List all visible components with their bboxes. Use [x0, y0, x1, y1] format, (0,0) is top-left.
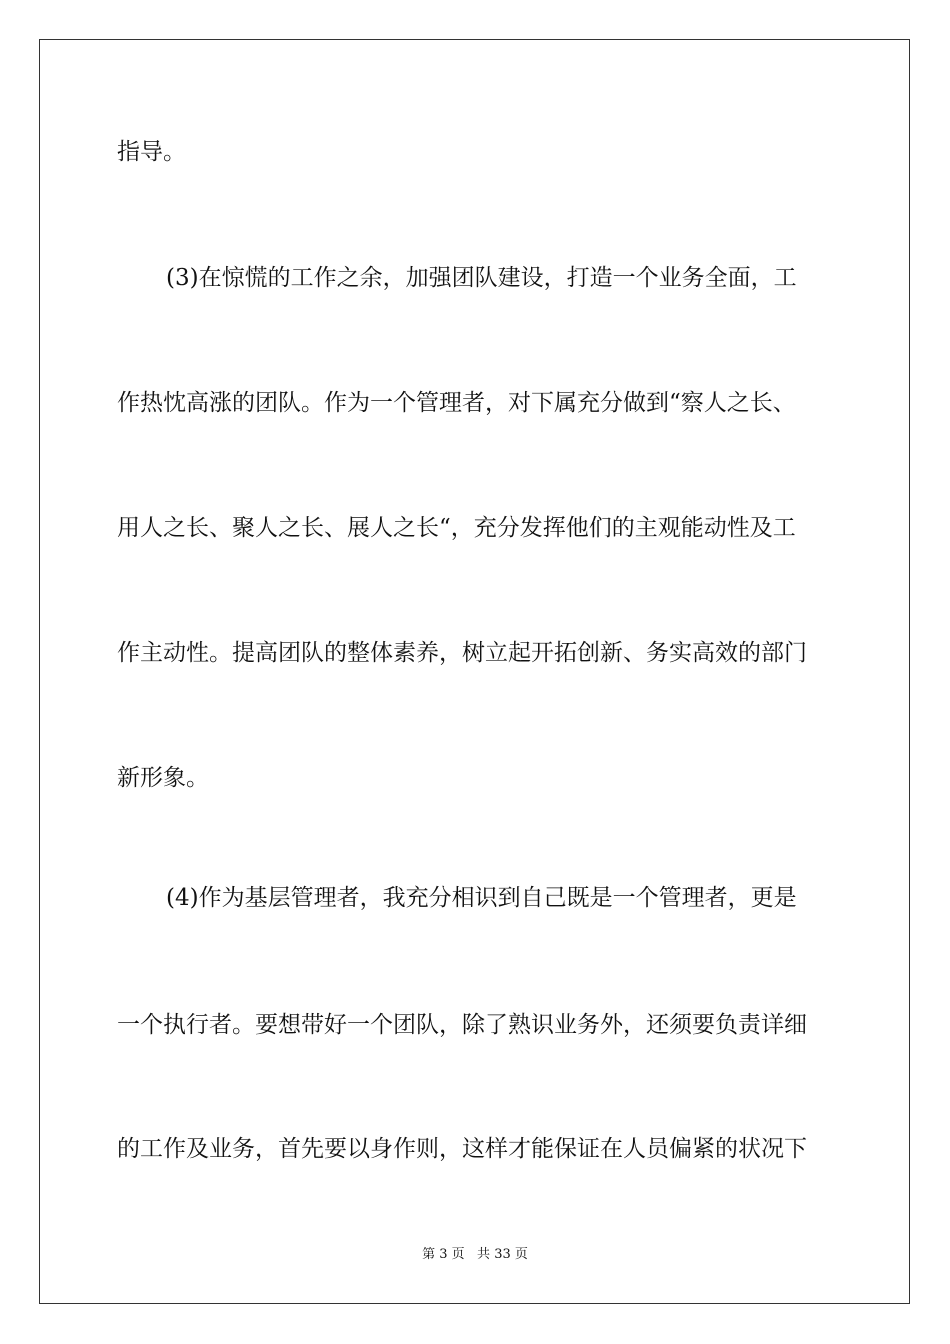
paragraph-4-line-1: (4)作为基层管理者，我充分相识到自己既是一个管理者，更是: [166, 885, 797, 911]
text-line: 作主动性。提高团队的整体素养，树立起开拓创新、务实高效的部门: [117, 640, 807, 666]
text-line: 的工作及业务，首先要以身作则，这样才能保证在人员偏紧的状况下: [117, 1136, 807, 1162]
text-line: 指导。: [117, 139, 186, 165]
paragraph-3-line-1: (3)在惊慌的工作之余，加强团队建设，打造一个业务全面，工: [166, 265, 797, 291]
text-line: 新形象。: [117, 765, 209, 791]
page-number-footer: 第 3 页 共 33 页: [422, 1247, 528, 1262]
text-line: 作热忱高涨的团队。作为一个管理者，对下属充分做到“察人之长、: [117, 390, 796, 416]
page-border: [39, 39, 910, 1304]
text-line: 用人之长、聚人之长、展人之长“，充分发挥他们的主观能动性及工: [117, 515, 796, 541]
text-line: 一个执行者。要想带好一个团队，除了熟识业务外，还须要负责详细: [117, 1012, 807, 1038]
